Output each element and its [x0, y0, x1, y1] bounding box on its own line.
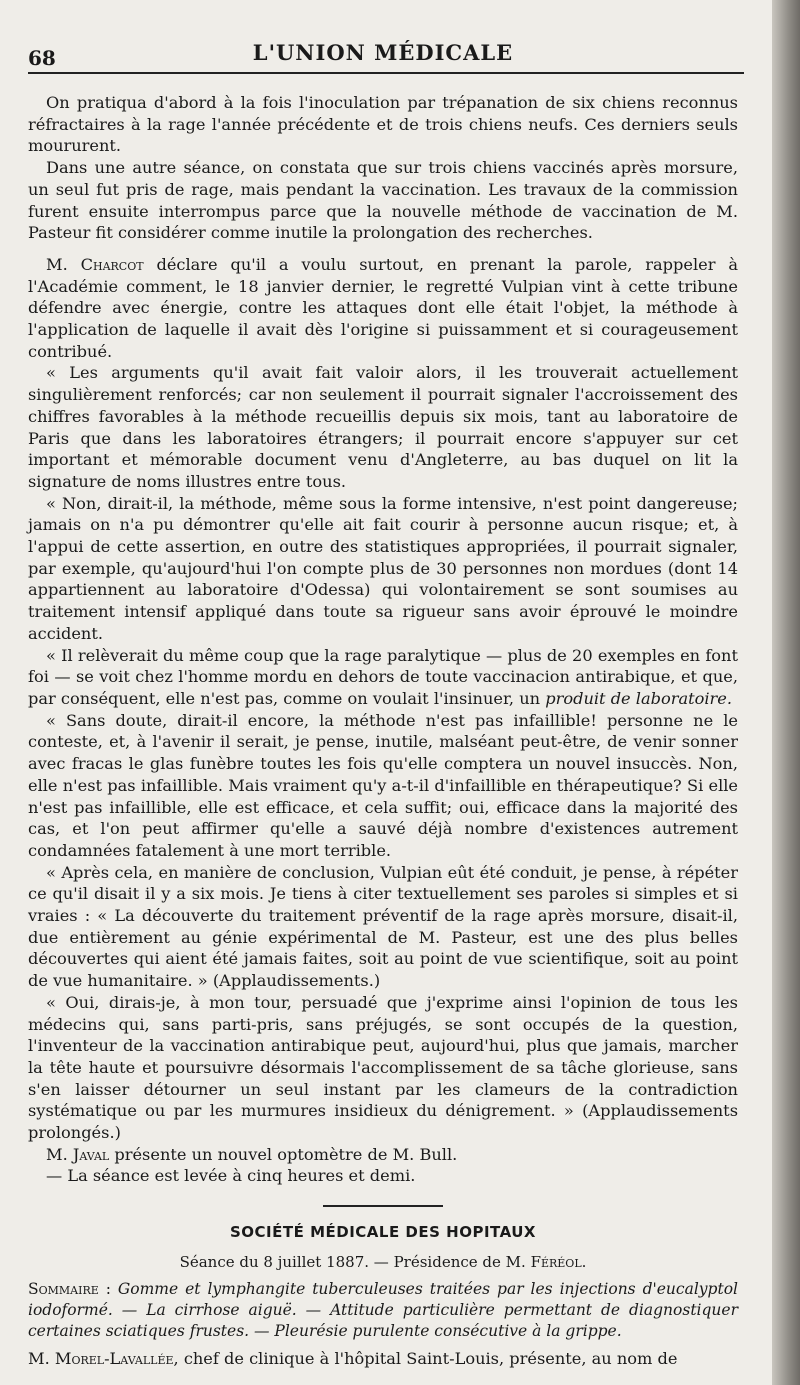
morel-text: chef de clinique à l'hôpital Saint-Louis, présente, au nom de — [183, 1349, 678, 1369]
paragraph: « Après cela, en manière de conclusion, Vulpian eût été conduit, je pense, à répéter ce qu'il disait il y a six mois. Je tiens à citer textuellement ses paroles si simples et si vraies : « La découverte du traitement préventif de la rage après morsure, disait-il, due entièrement au génie expérimental de M. Pasteur, est une des plus belles découvertes qui aient été jamais faites, soit au point de vue scientifique, soit au point de vue humanitaire. » (Applaudissements.) — [28, 862, 738, 991]
page-header — [28, 0, 738, 78]
paragraph: On pratiqua d'abord à la fois l'inoculation par trépanation de six chiens reconnus réfractaires à la rage l'année précédente et de trois chiens neufs. Ces derniers seuls moururent. — [28, 93, 738, 156]
section-divider — [323, 1205, 443, 1207]
paragraph-javal: M. Javal présente un nouvel optomètre de M. Bull. — [46, 1144, 458, 1164]
paragraph: « Oui, dirais-je, à mon tour, persuadé que j'exprime ainsi l'opinion de tous les médecins qui, sans parti-pris, sans préjugés, se sont occupés de la question, l'inventeur de la vaccination antirabique peut, aujourd'hui, plus que jamais, marcher la tête haute et poursuivre désormais l'accomplissement de sa tâche glorieuse, sans s'en laisser détourner un seul instant par les clameurs de la contradiction systématique ou par les murmures insidieux du dénigrement. » (Applaudissements prolongés.) — [28, 992, 738, 1143]
running-title: L'UNION MÉDICALE — [252, 40, 514, 65]
paragraph-morel: M. Morel-Lavallée, chef de clinique à l'hôpital Saint-Louis, présente, au nom de — [28, 1349, 678, 1369]
book-spine-shadow — [772, 0, 800, 1385]
sommaire-text: Gomme et lymphangite tuberculeuses traitées par les injections d'eucalyptol iodoformé. — La cirrhose aiguë. — Attitude particulière permettant de diagnostiquer certaines sciatiques frustes. — Pleurésie purulente consécutive à la grippe. — [28, 1280, 738, 1341]
paragraph-charcot: M. Charcot déclare qu'il a voulu surtout, en prenant la parole, rappeler à l'Académie comment, le 18 janvier dernier, le regretté Vulpian vint à cette tribune défendre avec énergie, contre les attaques dont elle était l'objet, la méthode à l'application de laquelle il avait dès l'origine si puissamment et si courageusement contribué. — [28, 254, 738, 361]
javal-text: présente un nouvel optomètre de M. Bull. — [114, 1144, 458, 1164]
paragraph: Dans une autre séance, on constata que sur trois chiens vaccinés après morsure, un seul fut pris de rage, mais pendant la vaccination. Les travaux de la commission furent ensuite interrompus parce que la nouvelle méthode de vaccination de M. Pasteur fit considérer comme inutile la prolongation des recherches. — [28, 158, 738, 243]
speaker-name: Morel-Lavallée — [54, 1349, 174, 1369]
sommaire-label: Sommaire — [28, 1280, 99, 1299]
speaker-name: Charcot — [80, 254, 144, 274]
paragraph-rage — [28, 645, 738, 710]
closing-line: — La séance est levée à cinq heures et demi. — [46, 1166, 416, 1186]
header-rule — [28, 72, 744, 74]
section-subtitle: Séance du 8 juillet 1887. — Présidence de M. Féréol. — [179, 1253, 587, 1272]
speaker-name: Javal — [72, 1144, 110, 1164]
president-name: Féréol. — [530, 1253, 587, 1272]
paragraph: « Les arguments qu'il avait fait valoir alors, il les trouverait actuellement singulièrement renforcés; car non seulement il pourrait signaler l'accroissement des chiffres favorables à la méthode recueillis depuis six mois, tant au laboratoire de Paris que dans les laboratoires étrangers; il pourrait encore s'appuyer sur cet important et mémorable document venu d'Angleterre, au bas duquel on lit la signature de noms illustres entre tous. — [28, 363, 738, 491]
charcot-text: déclare qu'il a voulu surtout, en prenant la parole, rappeler à l'Académie comment, le 18 janvier dernier, le regretté Vulpian vint à cette tribune défendre avec énergie, contre les attaques dont elle était l'objet, la méthode à l'application de laquelle il avait dès l'origine si puissamment et si courageusement contribué. — [28, 254, 738, 361]
article-body — [28, 92, 738, 1187]
paragraph: « Non, dirait-il, la méthode, même sous la forme intensive, n'est point dangereuse; jamais on n'a pu démontrer qu'elle ait fait courir à personne aucun risque; et, à l'appui de cette assertion, en outre des statistiques appropriées, il pourrait signaler, par exemple, qu'aujourd'hui l'on compte plus de 30 personnes non mordues (dont 14 appartiennent au laboratoire d'Odessa) qui volontairement se sont soumises au traitement intensif appliqué dans toute sa rigueur sans avoir éprouvé le moindre accident. — [28, 493, 738, 643]
rage-text: « Il relèverait du même coup que la rage paralytique — plus de 20 exemples en font foi — se voit chez l'homme mordu en dehors de toute vaccinacion antirabique, et que, par conséquent, elle n'est pas, comme on voulait l'insinuer, un — [28, 645, 738, 708]
paragraph: « Sans doute, dirait-il encore, la méthode n'est pas infaillible! personne ne le conteste, et, à l'avenir il serait, je pense, inutile, malséant peut-être, de venir sonner avec fracas le glas funèbre toutes les fois qu'elle comptera un nouvel insuccès. Non, elle n'est pas infaillible. Mais vraiment qu'y a-t-il d'infaillible en thérapeutique? Si elle n'est pas infaillible, elle est efficace, et cela suffit; oui, efficace dans la majorité des cas, et l'on peut affirmer qu'elle a sauvé déjà nombre d'existences autrement condamnées fatalement à une mort terrible. — [28, 710, 738, 860]
sommaire: Sommaire : Gomme et lymphangite tuberculeuses traitées par les injections d'eucalyptol iodoformé. — La cirrhose aiguë. — Attitude particulière permettant de diagnostiquer certaines sciatiques frustes. — Pleurésie purulente consécutive à la grippe. — [28, 1280, 738, 1341]
rage-italic: produit de laboratoire. — [545, 688, 732, 708]
page-number: 68 — [28, 46, 56, 70]
section-title: SOCIÉTÉ MÉDICALE DES HOPITAUX — [229, 1223, 536, 1242]
